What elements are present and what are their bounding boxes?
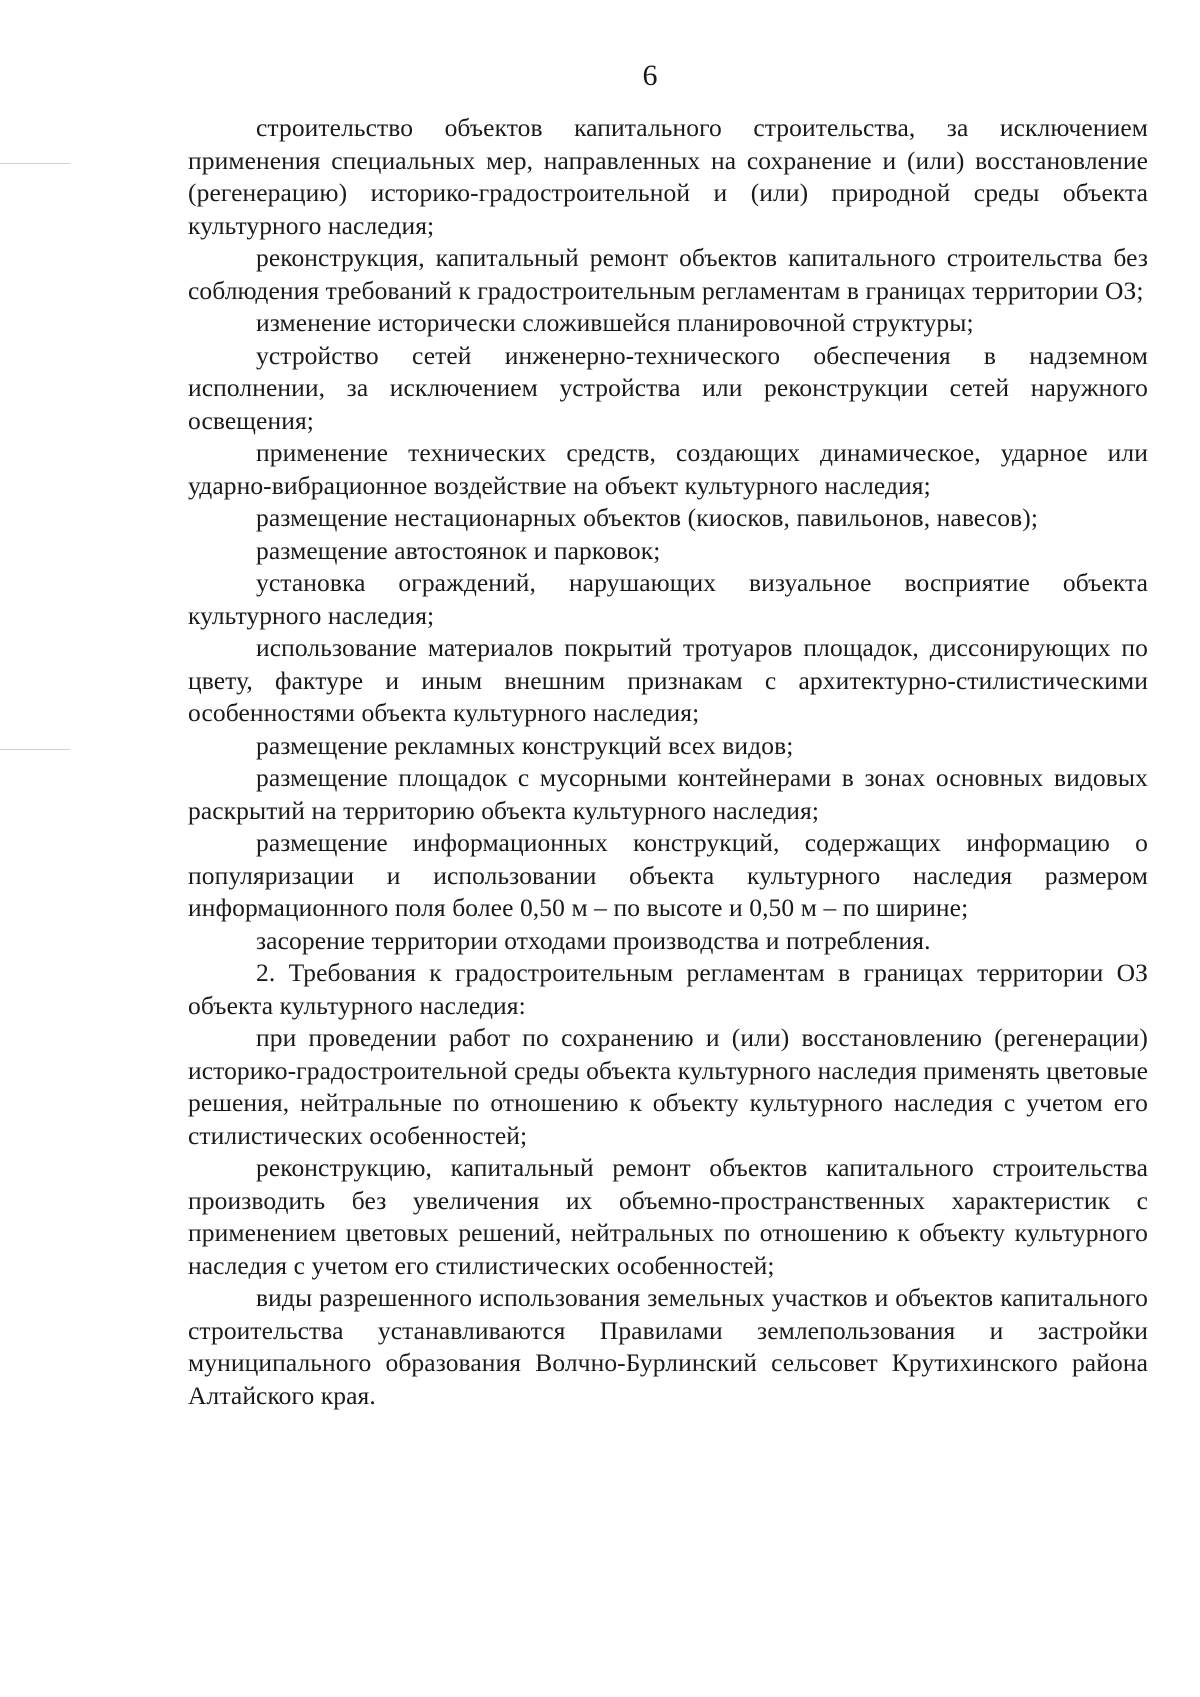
paragraph: изменение исторически сложившейся планировочной структуры;: [256, 308, 974, 337]
paragraph: применение технических средств, создающих динамическое, ударное или ударно-вибрационное воздействие на объект культурного наследия;: [188, 438, 1148, 500]
paragraph: размещение информационных конструкций, содержащих информацию о популяризации и использовании объекта культурного наследия размером информационного поля более 0,50 м – по высоте и 0,50 м – по ширине;: [188, 828, 1148, 922]
paragraph: размещение автостоянок и парковок;: [256, 535, 661, 565]
paragraph: виды разрешенного использования земельных участков и объектов капитального строительства устанавливаются Правилами землепользования и застройки муниципального образования Волчно-Бурлинский сельсовет Крутихинского района Алтайского края.: [188, 1283, 1148, 1410]
paragraph: реконструкцию, капитальный ремонт объектов капитального строительства производить без увеличения их объемно-пространственных характеристик с применением цветовых решений, нейтральных по отношению к объекту культурного наследия с учетом его стилистических особенностей;: [188, 1153, 1148, 1280]
scan-margin-line: [0, 163, 70, 164]
section-heading-paragraph: 2. Требования к градостроительным регламентам в границах территории ОЗ объекта культурного наследия:: [188, 958, 1148, 1020]
paragraph: размещение нестационарных объектов (киосков, павильонов, навесов);: [256, 503, 1039, 532]
paragraph: устройство сетей инженерно-технического обеспечения в надземном исполнении, за исключением устройства или реконструкции сетей наружного освещения;: [188, 340, 1148, 435]
scan-margin-line: [0, 749, 70, 750]
paragraph: использование материалов покрытий тротуаров площадок, диссонирующих по цвету, фактуре и иным внешним признакам с архитектурно-стилистическими особенностями объекта культурного наследия;: [188, 633, 1148, 727]
page-number: 6: [642, 59, 658, 92]
paragraph: размещение площадок с мусорными контейнерами в зонах основных видовых раскрытий на территорию объекта культурного наследия;: [188, 763, 1148, 825]
paragraph: установка ограждений, нарушающих визуальное восприятие объекта культурного наследия;: [188, 568, 1148, 630]
paragraph: размещение рекламных конструкций всех видов;: [256, 730, 794, 760]
paragraph: строительство объектов капитального строительства, за исключением применения специальных мер, направленных на сохранение и (или) восстановление (регенерацию) историко-градостроительной и (или) природной среды объекта культурного наследия;: [188, 113, 1148, 240]
paragraph: засорение территории отходами производства и потребления.: [256, 925, 931, 955]
paragraph: при проведении работ по сохранению и (или) восстановлению (регенерации) историко-градостроительной среды объекта культурного наследия применять цветовые решения, нейтральные по отношению к объекту культурного наследия с учетом его стилистических особенностей;: [188, 1023, 1148, 1150]
paragraph: реконструкция, капитальный ремонт объектов капитального строительства без соблюдения требований к градостроительным регламентам в границах территории ОЗ;: [188, 243, 1148, 305]
document-body: [188, 112, 1148, 1412]
